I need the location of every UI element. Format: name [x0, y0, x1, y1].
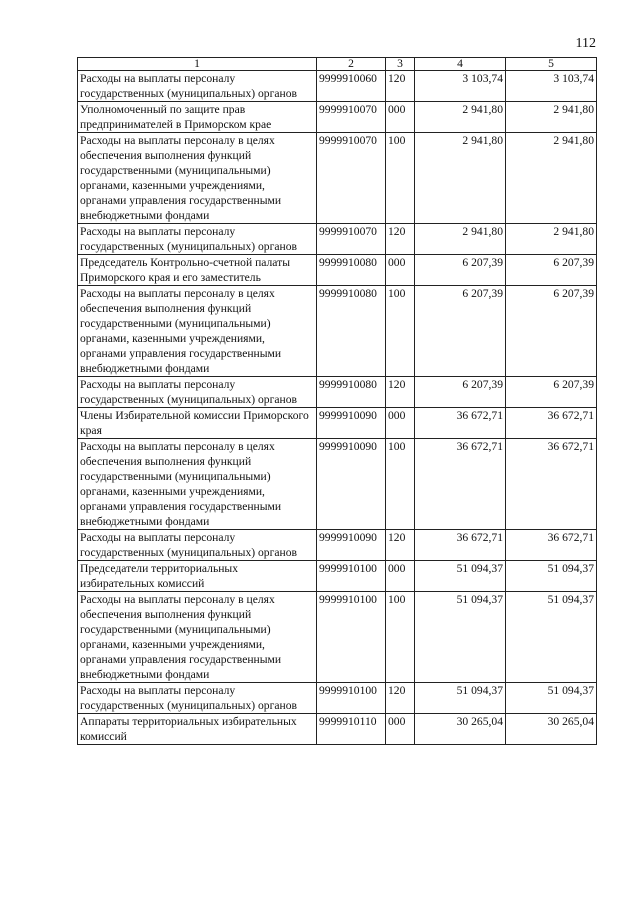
table-row	[78, 683, 597, 714]
expense-name-cell: Уполномоченный по защите прав предпринимателей в Приморском крае	[78, 102, 317, 133]
column-header-5: 5	[506, 58, 597, 71]
amount-column-4-cell: 51 094,37	[415, 592, 506, 683]
amount-column-4-cell: 6 207,39	[415, 286, 506, 377]
amount-column-5-cell: 2 941,80	[506, 102, 597, 133]
expense-name-cell: Расходы на выплаты персоналу государственных (муниципальных) органов	[78, 683, 317, 714]
column-header-1: 1	[78, 58, 317, 71]
table-row	[78, 224, 597, 255]
target-article-code-cell: 9999910090	[317, 408, 386, 439]
expense-type-code-cell: 000	[386, 714, 415, 745]
expense-name-cell: Председатели территориальных избирательных комиссий	[78, 561, 317, 592]
amount-column-4-cell: 30 265,04	[415, 714, 506, 745]
target-article-code-cell: 9999910100	[317, 592, 386, 683]
table-row	[78, 561, 597, 592]
expense-type-code-cell: 100	[386, 439, 415, 530]
amount-column-5-cell: 51 094,37	[506, 592, 597, 683]
expense-type-code-cell: 100	[386, 286, 415, 377]
target-article-code-cell: 9999910080	[317, 377, 386, 408]
target-article-code-cell: 9999910060	[317, 71, 386, 102]
column-header-3: 3	[386, 58, 415, 71]
table-row	[78, 592, 597, 683]
amount-column-4-cell: 2 941,80	[415, 224, 506, 255]
expense-name-cell: Расходы на выплаты персоналу государственных (муниципальных) органов	[78, 224, 317, 255]
table-row	[78, 71, 597, 102]
expense-name-cell: Расходы на выплаты персоналу в целях обеспечения выполнения функций государственными (муниципальными) органами, казенными учреждениями, органами управления государственными внебюджетными фондами	[78, 439, 317, 530]
target-article-code-cell: 9999910100	[317, 561, 386, 592]
amount-column-5-cell: 51 094,37	[506, 683, 597, 714]
expense-type-code-cell: 120	[386, 71, 415, 102]
table-row	[78, 439, 597, 530]
amount-column-5-cell: 36 672,71	[506, 439, 597, 530]
expense-type-code-cell: 120	[386, 224, 415, 255]
amount-column-5-cell: 51 094,37	[506, 561, 597, 592]
table-row	[78, 408, 597, 439]
expense-name-cell: Расходы на выплаты персоналу в целях обеспечения выполнения функций государственными (муниципальными) органами, казенными учреждениями, органами управления государственными внебюджетными фондами	[78, 592, 317, 683]
amount-column-4-cell: 2 941,80	[415, 133, 506, 224]
expense-type-code-cell: 120	[386, 530, 415, 561]
target-article-code-cell: 9999910070	[317, 224, 386, 255]
amount-column-5-cell: 6 207,39	[506, 255, 597, 286]
budget-table	[77, 57, 597, 745]
expense-name-cell: Председатель Контрольно-счетной палаты Приморского края и его заместитель	[78, 255, 317, 286]
target-article-code-cell: 9999910090	[317, 439, 386, 530]
expense-name-cell: Расходы на выплаты персоналу государственных (муниципальных) органов	[78, 530, 317, 561]
amount-column-4-cell: 51 094,37	[415, 683, 506, 714]
expense-name-cell: Расходы на выплаты персоналу государственных (муниципальных) органов	[78, 377, 317, 408]
target-article-code-cell: 9999910110	[317, 714, 386, 745]
table-row	[78, 255, 597, 286]
expense-type-code-cell: 000	[386, 255, 415, 286]
table-row	[78, 133, 597, 224]
table-row	[78, 286, 597, 377]
expense-name-cell: Расходы на выплаты персоналу в целях обеспечения выполнения функций государственными (муниципальными) органами, казенными учреждениями, органами управления государственными внебюджетными фондами	[78, 133, 317, 224]
target-article-code-cell: 9999910080	[317, 286, 386, 377]
amount-column-4-cell: 2 941,80	[415, 102, 506, 133]
amount-column-4-cell: 51 094,37	[415, 561, 506, 592]
amount-column-4-cell: 36 672,71	[415, 530, 506, 561]
expense-name-cell: Расходы на выплаты персоналу государственных (муниципальных) органов	[78, 71, 317, 102]
table-row	[78, 102, 597, 133]
target-article-code-cell: 9999910070	[317, 102, 386, 133]
amount-column-4-cell: 36 672,71	[415, 439, 506, 530]
expense-type-code-cell: 100	[386, 133, 415, 224]
column-header-4: 4	[415, 58, 506, 71]
amount-column-5-cell: 30 265,04	[506, 714, 597, 745]
table-row	[78, 714, 597, 745]
amount-column-5-cell: 2 941,80	[506, 224, 597, 255]
amount-column-5-cell: 3 103,74	[506, 71, 597, 102]
expense-type-code-cell: 120	[386, 377, 415, 408]
table-row	[78, 530, 597, 561]
target-article-code-cell: 9999910080	[317, 255, 386, 286]
expense-type-code-cell: 000	[386, 102, 415, 133]
amount-column-5-cell: 2 941,80	[506, 133, 597, 224]
expense-name-cell: Аппараты территориальных избирательных комиссий	[78, 714, 317, 745]
amount-column-5-cell: 6 207,39	[506, 377, 597, 408]
target-article-code-cell: 9999910070	[317, 133, 386, 224]
expense-type-code-cell: 000	[386, 408, 415, 439]
amount-column-5-cell: 6 207,39	[506, 286, 597, 377]
target-article-code-cell: 9999910100	[317, 683, 386, 714]
amount-column-4-cell: 6 207,39	[415, 255, 506, 286]
column-header-2: 2	[317, 58, 386, 71]
expense-name-cell: Расходы на выплаты персоналу в целях обеспечения выполнения функций государственными (муниципальными) органами, казенными учреждениями, органами управления государственными внебюджетными фондами	[78, 286, 317, 377]
table-header-row	[78, 58, 597, 71]
amount-column-4-cell: 6 207,39	[415, 377, 506, 408]
expense-type-code-cell: 100	[386, 592, 415, 683]
table-row	[78, 377, 597, 408]
page-number: 112	[575, 36, 596, 51]
amount-column-4-cell: 36 672,71	[415, 408, 506, 439]
amount-column-5-cell: 36 672,71	[506, 408, 597, 439]
table-body	[78, 71, 597, 745]
expense-name-cell: Члены Избирательной комиссии Приморского края	[78, 408, 317, 439]
expense-type-code-cell: 000	[386, 561, 415, 592]
amount-column-5-cell: 36 672,71	[506, 530, 597, 561]
target-article-code-cell: 9999910090	[317, 530, 386, 561]
amount-column-4-cell: 3 103,74	[415, 71, 506, 102]
expense-type-code-cell: 120	[386, 683, 415, 714]
